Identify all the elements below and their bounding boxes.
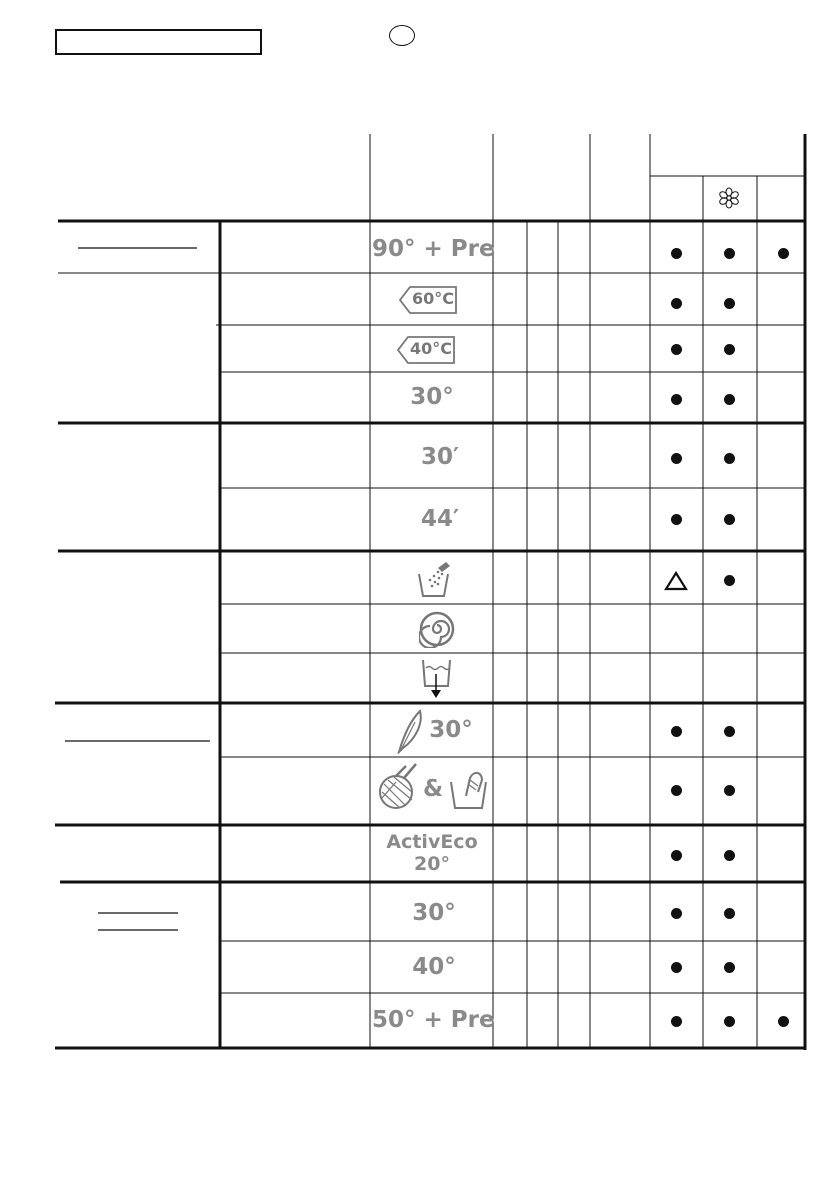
drain-icon — [420, 656, 454, 700]
programme-symbol: 30′ — [420, 444, 460, 470]
feather-icon — [393, 708, 423, 754]
programme-symbol: 40° — [412, 954, 456, 980]
dot-mark — [671, 298, 682, 309]
programme-symbol: 30° — [410, 384, 454, 410]
dot-mark — [724, 908, 735, 919]
tag-icon — [398, 285, 458, 315]
dot-mark — [778, 1016, 789, 1027]
dot-mark — [671, 785, 682, 796]
dot-mark — [671, 248, 682, 259]
wool-handwash-icon — [448, 768, 490, 812]
programme-symbol: 90° + Pre — [372, 236, 495, 262]
programme-symbol: 44′ — [420, 506, 460, 532]
dot-mark — [671, 1016, 682, 1027]
dot-mark — [671, 453, 682, 464]
dot-mark — [671, 344, 682, 355]
programme-symbol: ActivEco — [386, 831, 478, 853]
dot-mark — [671, 962, 682, 973]
dot-mark — [724, 575, 735, 586]
dot-mark — [724, 1016, 735, 1027]
programme-symbol: 30° — [412, 900, 456, 926]
dot-mark — [671, 726, 682, 737]
programme-symbol: & — [422, 776, 444, 802]
dot-mark — [671, 514, 682, 525]
dot-mark — [724, 514, 735, 525]
dot-mark — [778, 248, 789, 259]
dot-mark — [671, 394, 682, 405]
dot-mark — [671, 850, 682, 861]
dot-mark — [724, 298, 735, 309]
dot-mark — [671, 908, 682, 919]
dot-mark — [724, 850, 735, 861]
dot-mark — [724, 248, 735, 259]
programme-symbol: 50° + Pre — [372, 1007, 495, 1033]
flower-icon — [719, 188, 740, 208]
programme-symbol: 20° — [414, 853, 450, 875]
rinse-icon — [416, 560, 452, 600]
dot-mark — [724, 344, 735, 355]
programme-symbol: 40°C — [410, 339, 453, 358]
dot-mark — [724, 453, 735, 464]
dot-mark — [724, 962, 735, 973]
programme-symbol: 30° — [429, 717, 473, 743]
triangle-mark — [664, 571, 688, 591]
dot-mark — [724, 394, 735, 405]
programme-symbol: 60°C — [412, 289, 455, 308]
dot-mark — [724, 726, 735, 737]
spin-icon — [419, 610, 455, 648]
wool-icon — [376, 762, 420, 812]
dot-mark — [724, 785, 735, 796]
tag-icon — [396, 335, 456, 365]
